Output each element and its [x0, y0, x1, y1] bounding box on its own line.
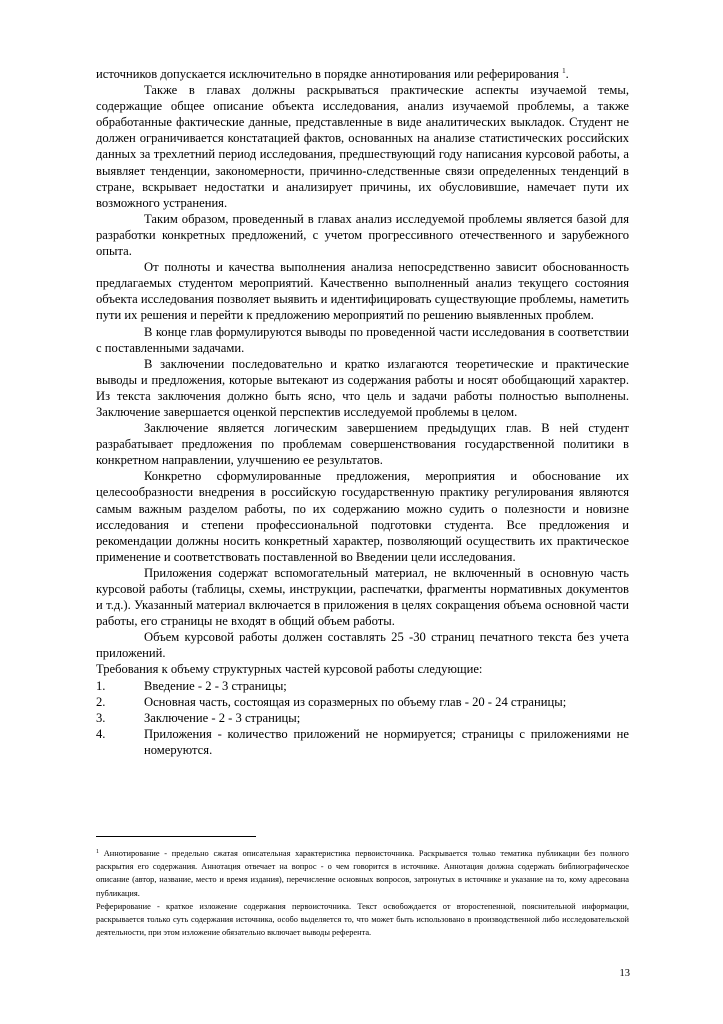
list-item	[96, 726, 629, 758]
footnote-text: Реферирование - краткое изложение содержания первоисточника. Текст освобождается от второстепенной, пояснительной информации, раскрывается только суть содержания источника, особо выделяется то, что может быть использовано в производственной либо исследовательской деятельности, при этом изложение обязательно включает выводы референта.	[96, 901, 629, 938]
list-text: Приложения - количество приложений не нормируется; страницы с приложениями не номеруются.	[144, 726, 629, 757]
footnote-ref: 1	[562, 67, 566, 75]
list-text: Основная часть, состоящая из соразмерных по объему глав - 20 - 24 страницы;	[144, 694, 567, 709]
requirements-list	[96, 678, 629, 758]
footnotes	[96, 847, 629, 939]
paragraph: В заключении последовательно и кратко излагаются теоретические и практические выводы и предложения, которые вытекают из содержания работы и носят обобщающий характер. Из текста заключения должно быть ясно, что цель и задачи работы полностью выполнены. Заключение завершается оценкой перспектив исследуемой проблемы в целом.	[96, 356, 629, 419]
footnote	[96, 900, 629, 940]
paragraph: В конце глав формулируются выводы по проведенной части исследования в соответствии с поставленными задачами.	[96, 324, 629, 355]
paragraph: Также в главах должны раскрываться практические аспекты изучаемой темы, содержащие общее описание объекта исследования, анализ изучаемой проблемы, а также обработанные фактические данные, представленные в виде аналитических выкладок. Студент не должен ограничивается констатацией фактов, основанных на анализе статистических российских данных за трехлетний период исследования, предшествующий году написания курсовой работы, а выявляет тенденции, закономерности, причинно-следственные связи определенных тенденций в стране, вскрывает недостатки и анализирует причины, их обусловившие, намечает пути их возможного устранения.	[96, 83, 629, 210]
paragraph: Конкретно сформулированные предложения, мероприятия и обоснование их целесообразности внедрения в российскую государственную практику регулирования являются самым важным разделом работы, по их содержанию можно судить о полезности и новизне исследования и степени профессиональной подготовки студента. Все предложения и рекомендации должны носить конкретный характер, позволяющий осуществить их практическое применение и соответствовать поставленной во Введении цели исследования.	[96, 469, 629, 564]
list-number: 4.	[96, 726, 106, 741]
list-text: Заключение - 2 - 3 страницы;	[144, 710, 301, 725]
list-intro: Требования к объему структурных частей курсовой работы следующие:	[96, 662, 483, 677]
footnote-text: Аннотирование - предельно сжатая описательная характеристика первоисточника. Раскрывается только тематика публикации без полного раскрытия его содержания. Аннотация отвечает на вопрос - о чем говорится в источнике. Аннотация должна содержать библиографическое описание (автор, название, место и время издания), перечисление основных вопросов, затронутых в источнике и указание на то, кому адресована публикация.	[96, 849, 629, 898]
paragraph-tail: .	[565, 67, 569, 81]
list-text: Введение - 2 - 3 страницы;	[144, 678, 287, 693]
list-number: 3.	[96, 710, 106, 725]
footnote-marker: 1	[96, 849, 99, 855]
list-item	[96, 710, 629, 726]
footnote-divider	[96, 836, 256, 837]
paragraph: От полноты и качества выполнения анализа непосредственно зависит обоснованность предлагаемых студентом мероприятий. Качественно выполненный анализ текущего состояния объекта исследования позволяет выявить и идентифицировать существующие проблемы, наметить пути их решения и перейти к предложению мероприятий по решению выявленных проблем.	[96, 260, 629, 323]
list-item	[96, 678, 629, 694]
page-number: 13	[619, 968, 630, 979]
paragraph: Объем курсовой работы должен составлять 25 -30 страниц печатного текста без учета приложений.	[96, 630, 629, 661]
list-item	[96, 694, 629, 710]
footnote	[96, 847, 629, 900]
paragraph-text: источников допускается исключительно в порядке аннотирования или реферирования	[96, 67, 559, 81]
paragraph: Заключение является логическим завершением предыдущих глав. В ней студент разрабатывает предложения по проблемам совершенствования государственной политики в конкретном направлении, улучшению ее результатов.	[96, 421, 629, 468]
list-number: 1.	[96, 678, 106, 693]
list-number: 2.	[96, 694, 106, 709]
body-text	[96, 66, 629, 758]
paragraph: Таким образом, проведенный в главах анализ исследуемой проблемы является базой для разработки конкретных предложений, с учетом прогрессивного отечественного и зарубежного опыта.	[96, 211, 629, 259]
paragraph-continuation	[96, 66, 629, 82]
paragraph: Приложения содержат вспомогательный материал, не включенный в основную часть курсовой работы (таблицы, схемы, инструкции, распечатки, фрагменты нормативных документов и т.д.). Указанный материал включается в приложения в целях сокращения объема основной части работы, его страницы не входят в общий объем работы.	[96, 565, 629, 629]
